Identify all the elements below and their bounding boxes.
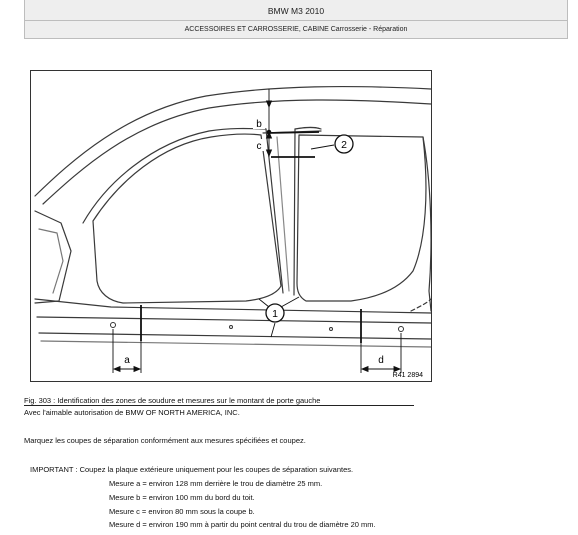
sill-hole-d (399, 327, 404, 332)
mesure-c: Mesure c = environ 80 mm sous la coupe b. (109, 507, 255, 516)
dim-a-arrowhead-right (134, 367, 140, 372)
rocker-sill-mid (37, 317, 431, 323)
document-header-title-bar (24, 0, 568, 21)
figure-reference-code: R41 2894 (392, 372, 423, 379)
dim-b-arrowhead-top (267, 101, 272, 107)
front-door-opening (93, 134, 281, 303)
dim-a-arrowhead-left (114, 367, 120, 372)
rear-panel-dashed-edge (411, 299, 431, 311)
callout-1-leader-c (271, 323, 275, 337)
dim-d-arrowhead-right (394, 367, 400, 372)
instruction-text: Marquez les coupes de séparation conformément aux mesures spécifiées et coupez. (24, 436, 306, 445)
rocker-sill-bottom (39, 333, 431, 339)
dim-d-label: d (378, 355, 384, 366)
sill-hole-small-1 (230, 326, 233, 329)
front-inner-fender-detail (39, 229, 63, 293)
cut-line-b (267, 132, 319, 133)
mesure-d: Mesure d = environ 190 mm à partir du point central du trou de diamètre 20 mm. (109, 520, 376, 529)
document-title: BMW M3 2010 (267, 6, 325, 16)
rear-door-opening (297, 135, 426, 301)
document-header-section-bar (24, 20, 568, 39)
sill-hole-small-2 (330, 328, 333, 331)
sill-hole-a (111, 323, 116, 328)
rocker-sill-lower (41, 341, 431, 347)
mesure-a: Mesure a = environ 128 mm derrière le trou de diamètre 25 mm. (109, 479, 323, 488)
dim-c-arrowhead-bottom (267, 150, 272, 156)
dim-a-label: a (124, 355, 130, 366)
figure-credit: Avec l'aimable autorisation de BMW OF NORTH AMERICA, INC. (24, 408, 240, 417)
front-inner-fender (35, 211, 71, 303)
document-section-title: ACCESSOIRES ET CARROSSERIE, CABINE Carrosserie - Réparation (184, 26, 408, 33)
a-pillar-inner-edge (83, 129, 266, 224)
callout-2-label: 2 (341, 139, 347, 151)
callout-1-leader-b (281, 297, 299, 307)
figure-caption: Fig. 303 : Identification des zones de soudure et mesures sur le montant de porte gauche (24, 396, 321, 405)
roof-inner-line (43, 100, 431, 204)
dim-bc-junction-dot (267, 130, 271, 134)
important-note: IMPORTANT : Coupez la plaque extérieure uniquement pour les coupes de séparation suivantes. (30, 465, 354, 474)
dim-c-label: c (256, 141, 262, 152)
figure-door-pillar-diagram (30, 70, 432, 382)
b-pillar-cap (295, 128, 321, 130)
caption-underline (24, 405, 414, 406)
callout-1-label: 1 (272, 308, 278, 320)
callout-2-leader (311, 145, 334, 149)
door-pillar-illustration (31, 71, 431, 381)
dim-d-arrowhead-left (362, 367, 368, 372)
roof-outer-line (35, 87, 431, 196)
dim-b-label: b (256, 119, 262, 130)
mesure-b: Mesure b = environ 100 mm du bord du toit. (109, 493, 255, 502)
b-pillar-right-edge (294, 129, 295, 295)
callout-1-leader-a (259, 299, 269, 307)
